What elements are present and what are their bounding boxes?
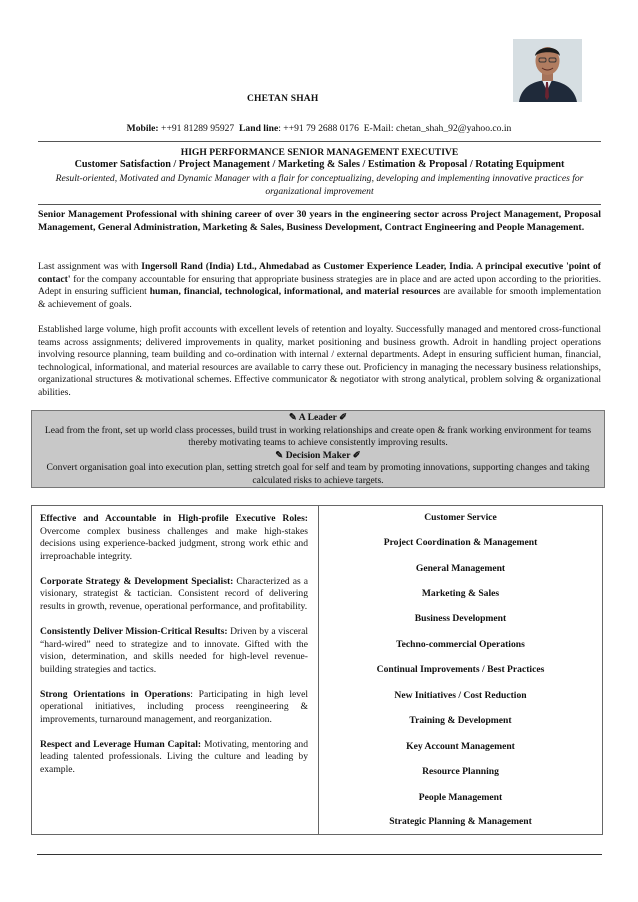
p2-company: Ingersoll Rand (India) Ltd., Ahmedabad as Customer Experience Leader, India. xyxy=(141,261,474,272)
headline-title: HIGH PERFORMANCE SENIOR MANAGEMENT EXECUTIVE xyxy=(180,147,459,158)
p2-part-a: Last assignment was with xyxy=(38,261,142,272)
summary-intro: Senior Management Professional with shining career of over 30 years in the engineering sector across Project Management, Proposal Management, General Administration, Marketing & Sales, Business Development, Contract Engineering and People Management. xyxy=(38,209,601,233)
summary-achievements: Established large volume, high profit accounts with excellent levels of retention and loyalty. Successfully managed and mentored cross-functional teams across assignments; delivered improvements in quality, market positioning and business growth. Adroit in handling project operations involving resource planning, team building and co-ordination with internal / external departments. Adept in ensuring sufficient human, financial, technological, informational, and material resources are available to carry these out. Proficiency in managing the necessary business relationships, organizational structures & motivational schemes. Effective communicator & negotiator with strong analytical, problem solving & organizational abilities. xyxy=(38,324,601,398)
strength-title: Strong Orientations in Operations xyxy=(40,688,191,700)
p2-part-c: A xyxy=(473,261,486,272)
email-label: E-Mail: xyxy=(363,123,394,134)
email-address[interactable]: chetan_shah_92@yahoo.co.in xyxy=(395,123,512,134)
strength-title: Corporate Strategy & Development Specialist: xyxy=(40,575,234,587)
person-photo-icon xyxy=(513,39,582,102)
pencil-alt-icon: ✐ xyxy=(352,449,361,461)
headline-tagline: Result-oriented, Motivated and Dynamic Manager with a flair for conceptualizing, developing and implementing innovative practices for organizational improvement xyxy=(55,173,584,197)
strength-item xyxy=(40,576,308,614)
divider-middle xyxy=(38,204,601,205)
skill-item: New Initiatives / Cost Reduction xyxy=(394,690,527,701)
leader-heading xyxy=(32,412,604,425)
profile-photo xyxy=(513,39,582,102)
decision-maker-text: Convert organisation goal into execution plan, setting stretch goal for self and team by promoting innovations, supporting changes and taking calculated risks to achieve targets. xyxy=(46,462,590,486)
leader-text: Lead from the front, set up world class processes, build trust in working relationships and create open & frank working environment for teams thereby motivating teams to achieve consistently improving results. xyxy=(44,424,592,449)
p2-resources: human, financial, technological, informational, and material resources xyxy=(149,286,441,298)
strength-text: : Participating in high level operational initiatives, including process reengineering & improvements, turnaround management, and reorganization. xyxy=(40,688,308,725)
strengths-skills-table xyxy=(31,505,603,835)
summary-last-assignment xyxy=(38,261,601,311)
landline-label: Land line xyxy=(239,123,279,134)
strength-item xyxy=(40,689,308,727)
mobile-number: ++91 81289 95927 xyxy=(161,123,235,134)
pencil-icon: ✎ xyxy=(275,449,284,461)
contact-line xyxy=(0,123,638,134)
decision-maker-title: Decision Maker xyxy=(285,449,351,461)
leader-box xyxy=(31,410,605,488)
skill-item: Customer Service xyxy=(424,512,497,523)
strength-item xyxy=(40,513,308,563)
skill-item: Strategic Planning & Management xyxy=(389,816,532,827)
mobile-label: Mobile: xyxy=(126,123,159,134)
skill-item: People Management xyxy=(418,792,503,803)
skill-item: Business Development xyxy=(414,613,507,624)
pencil-alt-icon: ✐ xyxy=(339,412,348,423)
strength-text: Motivating, mentoring and leading talented professionals. Living the culture and leading by example. xyxy=(40,738,308,776)
candidate-name: CHETAN SHAH xyxy=(247,94,319,104)
skills-column xyxy=(319,506,602,834)
pencil-icon: ✎ xyxy=(288,412,297,423)
skill-item: Training & Development xyxy=(409,715,512,726)
p2-part-g: are available for smooth implementation & achievement of goals. xyxy=(38,286,601,310)
strength-title: Effective and Accountable in High-profile Executive Roles: xyxy=(40,513,308,524)
strength-text: Overcome complex business challenges and make high-stakes decisions using experience-backed judgment, strong work ethic and irreproachable integrity. xyxy=(40,525,308,562)
strengths-column xyxy=(32,506,319,834)
skill-item: Project Coordination & Management xyxy=(383,537,538,548)
skill-item: Key Account Management xyxy=(406,741,515,752)
skill-item: Continual Improvements / Best Practices xyxy=(376,664,545,675)
landline-number: : ++91 79 2688 0176 xyxy=(278,123,359,134)
skill-item: Marketing & Sales xyxy=(421,588,500,599)
strength-text: Driven by a visceral “hard-wired” need to strategize and to innovate. Gifted with the vision, determination, and skills needed for high-level revenue-building strategies and tactics. xyxy=(40,625,308,675)
skill-item: Resource Planning xyxy=(422,766,499,777)
strength-title: Consistently Deliver Mission-Critical Results: xyxy=(40,625,228,637)
strength-item xyxy=(40,626,308,676)
strength-item xyxy=(40,739,308,777)
p2-part-e: for the company accountable for ensuring that appropriate business strategies are in place and are acted upon according to the priorities. Adept in ensuring sufficient xyxy=(38,273,601,298)
decision-maker-heading xyxy=(32,450,604,463)
divider-top xyxy=(38,141,601,142)
headline-areas: Customer Satisfaction / Project Management / Marketing & Sales / Estimation & Proposal / Rotating Equipment xyxy=(74,159,565,170)
p2-principal: principal executive 'point of contact' xyxy=(38,261,601,285)
strength-text: Characterized as a visionary, strategist & tactician. Consistent record of delivering results in growth, revenue, operational performance, and profitability. xyxy=(40,575,309,612)
skill-item: General Management xyxy=(415,563,506,574)
strength-title: Respect and Leverage Human Capital: xyxy=(40,738,202,750)
divider-footer xyxy=(37,854,602,855)
skill-item: Techno-commercial Operations xyxy=(396,639,525,650)
leader-title: A Leader xyxy=(298,412,337,423)
